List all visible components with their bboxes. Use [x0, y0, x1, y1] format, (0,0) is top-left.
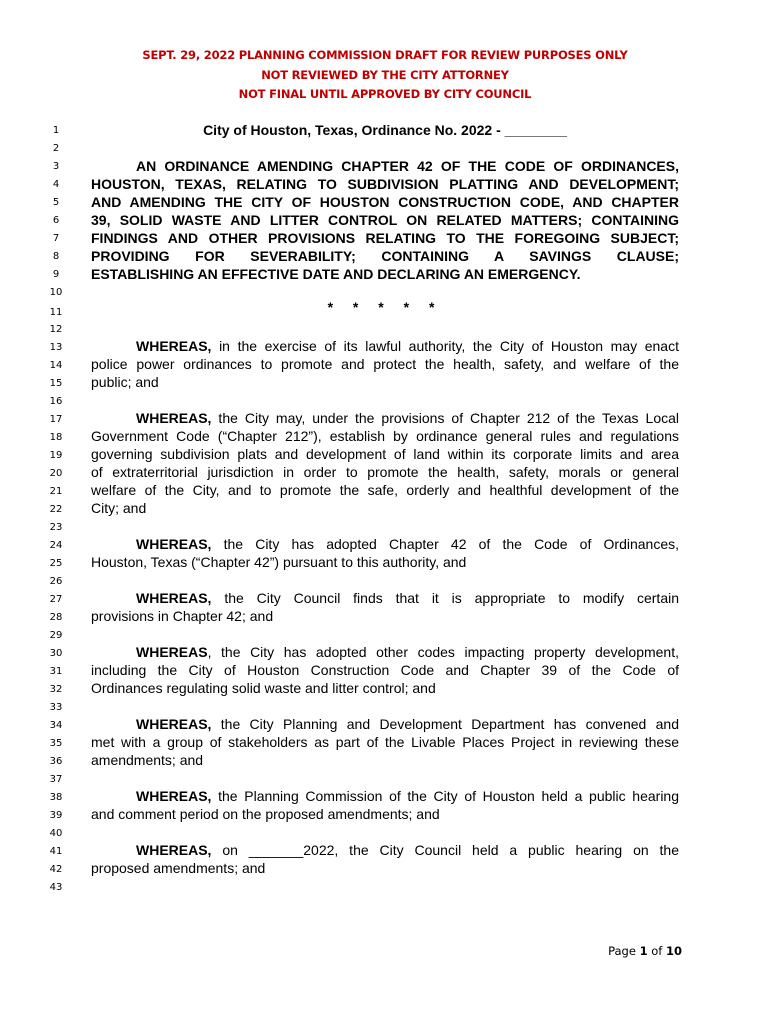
paragraph-line: Government Code (“Chapter 212”), establish by ordinance general rules and regulations: [91, 428, 679, 444]
line-number: 11: [49, 307, 63, 318]
paragraph-line: the City has adopted Chapter 42 of the Code of Ordinances,: [211, 536, 679, 552]
caption-line: 39, SOLID WASTE AND LITTER CONTROL ON RELATED MATTERS; CONTAINING: [91, 212, 679, 228]
line-number: 7: [52, 233, 60, 244]
paragraph-line: Houston, Texas (“Chapter 42”) pursuant to this authority, and: [91, 554, 467, 570]
ordinance-title: City of Houston, Texas, Ordinance No. 2022 - ________: [203, 122, 567, 138]
line-number: 29: [49, 630, 63, 641]
line-number: 2: [52, 143, 60, 154]
whereas-keyword: WHEREAS,: [136, 842, 212, 858]
line-number: 3: [52, 161, 60, 172]
line-number: 43: [49, 882, 63, 893]
caption-line: HOUSTON, TEXAS, RELATING TO SUBDIVISION PLATTING AND DEVELOPMENT;: [91, 176, 679, 192]
caption-line: ESTABLISHING AN EFFECTIVE DATE AND DECLARING AN EMERGENCY.: [91, 266, 581, 282]
line-number: 33: [49, 702, 63, 713]
page-total: 10: [665, 944, 682, 958]
line-number: 26: [49, 576, 63, 587]
paragraph-line: welfare of the City, and to promote the safe, orderly and healthful development of the: [91, 482, 679, 498]
page-footer: [608, 944, 682, 958]
whereas-keyword: WHEREAS,: [136, 716, 212, 732]
paragraph-line: in the exercise of its lawful authority, the City of Houston may enact: [211, 338, 679, 354]
page-label: Page: [608, 944, 640, 958]
paragraph-line: the City Planning and Development Department has convened and: [211, 716, 679, 732]
line-number: 14: [49, 360, 63, 371]
line-number: 8: [52, 251, 60, 262]
line-number: 9: [52, 269, 60, 280]
line-number: 32: [49, 684, 63, 695]
paragraph-line: the City may, under the provisions of Chapter 212 of the Texas Local: [211, 410, 679, 426]
paragraph-line: Ordinances regulating solid waste and litter control; and: [91, 680, 436, 696]
line-number: 34: [49, 720, 63, 731]
paragraph-line: , the City has adopted other codes impacting property development,: [207, 644, 679, 660]
line-number: 28: [49, 612, 63, 623]
line-number: 10: [49, 287, 63, 298]
paragraph-line: on _______2022, the City Council held a public hearing on the: [211, 842, 679, 858]
paragraph-line: public; and: [91, 374, 159, 390]
line-number: 12: [49, 324, 63, 335]
line-number: 6: [52, 215, 60, 226]
paragraph-line: proposed amendments; and: [91, 860, 266, 876]
line-number: 15: [49, 378, 63, 389]
line-number: 38: [49, 792, 63, 803]
whereas-keyword: WHEREAS: [136, 644, 208, 660]
line-number: 41: [49, 846, 63, 857]
line-number: 22: [49, 504, 63, 515]
paragraph-line: including the City of Houston Construction Code and Chapter 39 of the Code of: [91, 662, 679, 678]
paragraph-line: the Planning Commission of the City of Houston held a public hearing: [211, 788, 679, 804]
line-number: 17: [49, 414, 63, 425]
paragraph-line: and comment period on the proposed amendments; and: [91, 806, 440, 822]
caption-line: AN ORDINANCE AMENDING CHAPTER 42 OF THE CODE OF ORDINANCES,: [136, 158, 679, 174]
section-separator: * * * * *: [327, 299, 443, 315]
line-number: 23: [49, 522, 63, 533]
line-number: 19: [49, 450, 63, 461]
paragraph-line: City; and: [91, 500, 147, 516]
paragraph-line: amendments; and: [91, 752, 204, 768]
line-number: 5: [52, 197, 60, 208]
line-number: 16: [49, 396, 63, 407]
page-of-label: of: [647, 944, 666, 958]
draft-notice-line-3: NOT FINAL UNTIL APPROVED BY CITY COUNCIL: [238, 87, 532, 101]
line-number: 30: [49, 648, 63, 659]
paragraph-line: met with a group of stakeholders as part of the Livable Places Project in reviewing these: [91, 734, 679, 750]
line-number: 25: [49, 558, 63, 569]
caption-line: PROVIDING FOR SEVERABILITY; CONTAINING A SAVINGS CLAUSE;: [91, 248, 679, 264]
line-number: 13: [49, 342, 63, 353]
line-number: 18: [49, 432, 63, 443]
line-number: 24: [49, 540, 63, 551]
line-number: 42: [49, 864, 63, 875]
whereas-keyword: WHEREAS,: [136, 410, 212, 426]
whereas-keyword: WHEREAS,: [136, 590, 212, 606]
line-number: 31: [49, 666, 63, 677]
whereas-keyword: WHEREAS,: [136, 338, 212, 354]
caption-line: AND AMENDING THE CITY OF HOUSTON CONSTRUCTION CODE, AND CHAPTER: [91, 194, 679, 210]
paragraph-line: provisions in Chapter 42; and: [91, 608, 274, 624]
page-current: 1: [639, 944, 648, 958]
paragraph-line: of extraterritorial jurisdiction in order to promote the health, safety, morals or general: [91, 464, 679, 480]
line-number: 21: [49, 486, 63, 497]
line-number: 1: [52, 125, 60, 136]
line-number: 4: [52, 179, 60, 190]
draft-notice-line-2: NOT REVIEWED BY THE CITY ATTORNEY: [261, 68, 509, 82]
line-number: 27: [49, 594, 63, 605]
line-number: 35: [49, 738, 63, 749]
whereas-keyword: WHEREAS,: [136, 536, 212, 552]
paragraph-line: the City Council finds that it is appropriate to modify certain: [211, 590, 679, 606]
whereas-keyword: WHEREAS,: [136, 788, 212, 804]
paragraph-line: police power ordinances to promote and protect the health, safety, and welfare of the: [91, 356, 679, 372]
line-number: 37: [49, 774, 63, 785]
line-number: 36: [49, 756, 63, 767]
caption-line: FINDINGS AND OTHER PROVISIONS RELATING TO THE FOREGOING SUBJECT;: [91, 230, 679, 246]
line-number: 40: [49, 828, 63, 839]
line-number: 39: [49, 810, 63, 821]
draft-notice-line-1: SEPT. 29, 2022 PLANNING COMMISSION DRAFT FOR REVIEW PURPOSES ONLY: [142, 48, 628, 62]
line-number: 20: [49, 468, 63, 479]
paragraph-line: governing subdivision plats and development of land within its corporate limits and area: [91, 446, 679, 462]
